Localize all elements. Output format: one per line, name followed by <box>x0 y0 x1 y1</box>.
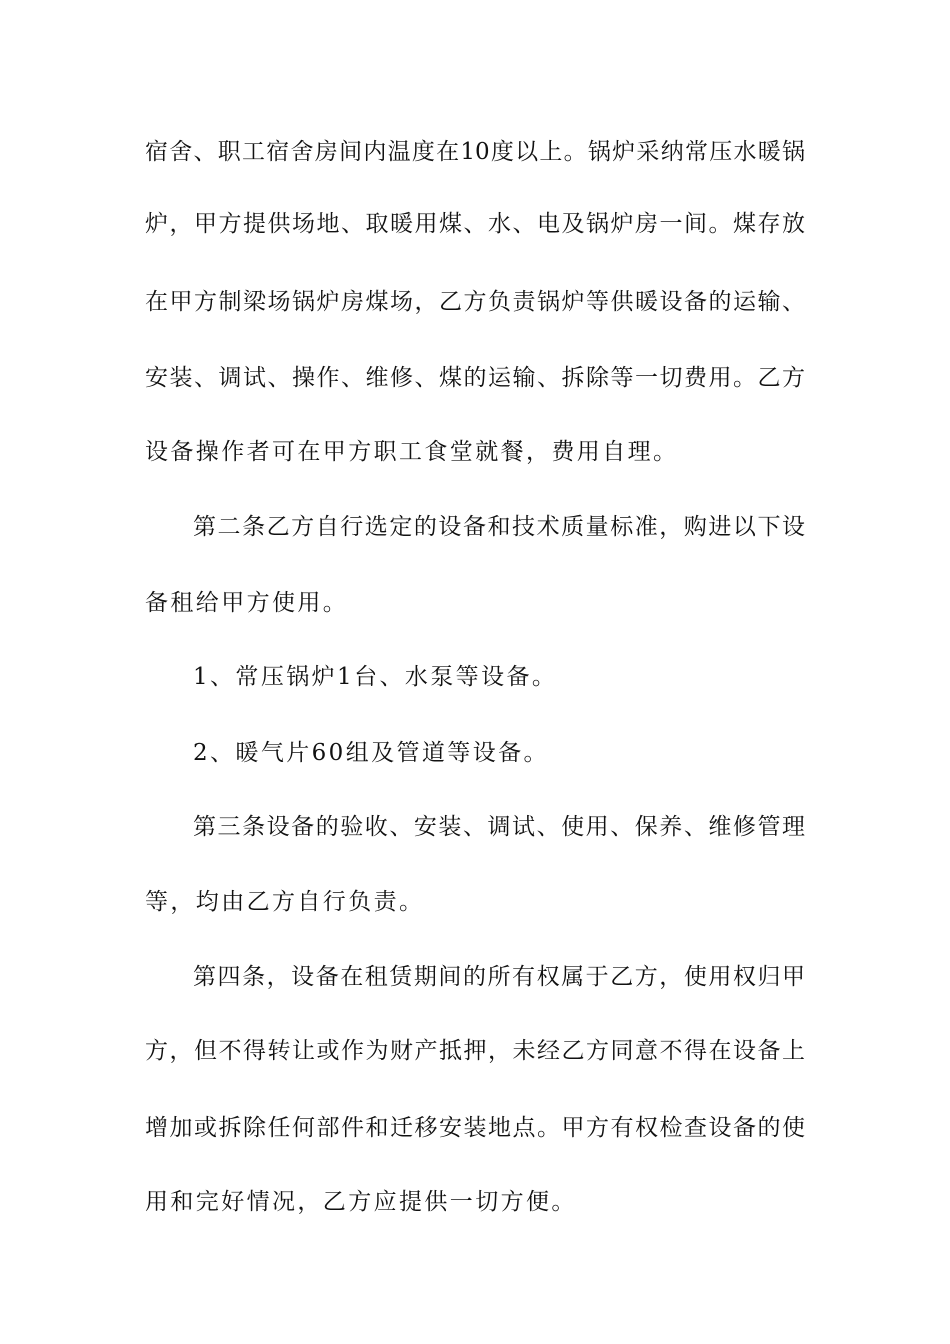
text-line: 备租给甲方使用。 <box>145 590 349 616</box>
text-line: 安装、调试、操作、维修、煤的运输、拆除等一切费用。乙方 <box>145 365 805 391</box>
text-line: 炉，甲方提供场地、取暖用煤、水、电及锅炉房一间。煤存放 <box>145 211 805 237</box>
text-line: 第三条设备的验收、安装、调试、使用、保养、维修管理 <box>193 814 805 840</box>
text-line: 增加或拆除任何部件和迁移安装地点。甲方有权检查设备的使 <box>145 1115 805 1141</box>
text-line: 第四条，设备在租赁期间的所有权属于乙方，使用权归甲 <box>193 964 805 990</box>
list-item: 2、暖气片60组及管道等设备。 <box>193 740 549 766</box>
text-line: 设备操作者可在甲方职工食堂就餐，费用自理。 <box>145 439 679 465</box>
text-line: 第二条乙方自行选定的设备和技术质量标准，购进以下设 <box>193 514 805 540</box>
text-line: 等，均由乙方自行负责。 <box>145 889 425 915</box>
text-line: 在甲方制梁场锅炉房煤场，乙方负责锅炉等供暖设备的运输、 <box>145 289 805 315</box>
text-line: 宿舍、职工宿舍房间内温度在10度以上。锅炉采纳常压水暖锅 <box>145 139 805 165</box>
text-line: 方，但不得转让或作为财产抵押，未经乙方同意不得在设备上 <box>145 1038 805 1064</box>
list-item: 1、常压锅炉1台、水泵等设备。 <box>193 664 558 690</box>
text-line: 用和完好情况，乙方应提供一切方便。 <box>145 1189 577 1215</box>
